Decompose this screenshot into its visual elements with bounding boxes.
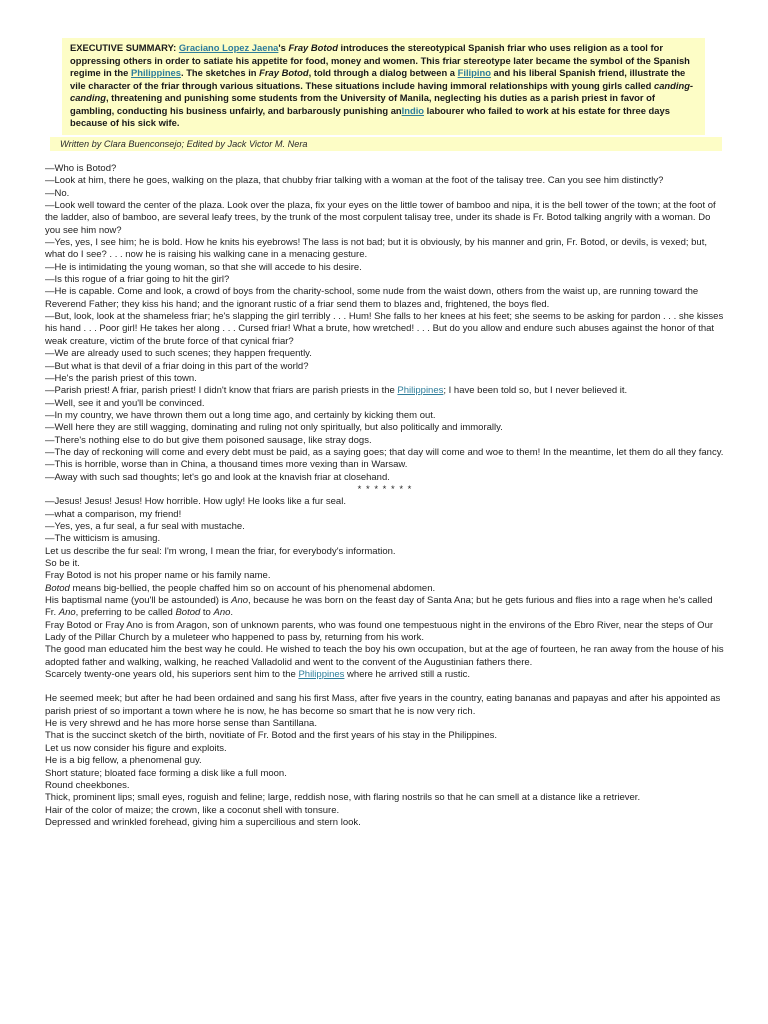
- paragraph: —We are already used to such scenes; they happen frequently.: [45, 348, 312, 360]
- text-span: means big-bellied, the people chaffed him so on account of his phenomenal abdomen.: [72, 582, 436, 594]
- summary-text-6: labourer who failed to work at his estate for three days because of his sick wife.: [70, 104, 670, 128]
- filipino-link[interactable]: Filipino: [457, 67, 491, 78]
- byline: Written by Clara Buenconsejo; Edited by Jack Victor M. Nera: [50, 137, 722, 151]
- paragraph: —Is this rogue of a friar going to hit the girl?: [45, 274, 230, 286]
- text-span: Scarcely twenty-one years old, his superiors sent him to the: [45, 669, 296, 681]
- summary-possessive: 's: [278, 42, 286, 53]
- paragraph: —But what is that devil of a friar doing in this part of the world?: [45, 360, 309, 372]
- paragraph: He is a big fellow, a phenomenal guy.: [45, 755, 202, 767]
- paragraph: —what a comparison, my friend!: [45, 508, 182, 520]
- italic-term: Ano: [58, 607, 76, 619]
- text-span: , preferring to be called: [75, 607, 173, 619]
- paragraph: Fray Botod is not his proper name or his family name.: [45, 570, 271, 582]
- summary-title-2: Fray Botod: [259, 67, 309, 78]
- paragraph: Short stature; bloated face forming a disk like a full moon.: [45, 767, 287, 779]
- paragraph: [45, 669, 725, 681]
- italic-term: Ano: [213, 607, 231, 619]
- paragraph: Hair of the color of maize; the crown, like a coconut shell with tonsure.: [45, 804, 340, 816]
- paragraph: —Yes, yes, a fur seal, a fur seal with mustache.: [45, 520, 245, 532]
- text-span: where he arrived still a rustic.: [347, 669, 471, 681]
- paragraph: Fray Botod or Fray Ano is from Aragon, son of unknown parents, who was found one tempestuous night in the environs of the Ebro River, near the steps of Our Lady of the Pillar Church by a muleteer who happened to pass by, returning from his work.: [45, 619, 714, 644]
- italic-term: Botod: [45, 582, 70, 594]
- paragraph: —Well here they are still wagging, dominating and ruling not only spiritually, but also politically and immorally.: [45, 422, 503, 434]
- paragraph: —There's nothing else to do but give them poisoned sausage, like stray dogs.: [45, 434, 372, 446]
- executive-summary: [62, 38, 705, 135]
- indio-link[interactable]: Indio: [401, 104, 425, 116]
- paragraph: —Yes, yes, I see him; he is bold. How he knits his eyebrows! The lass is not bad; but it is obviously, by his manner and grin, Fr. Botod, or devils, is vexed; but, what do I see? . . . now he is raising his walking cane in a menacing gesture.: [45, 237, 707, 261]
- paragraph: —This is horrible, worse than in China, a thousand times more vexing than in Warsaw.: [45, 459, 408, 471]
- section-divider: * * * * * * *: [357, 483, 413, 495]
- paragraph: The good man educated him the best way he could. He wished to teach the boy his own occupation, but at the age of fourteen, he ran away from the house of his adopted father and walking, walking, he reached Valladolid and went to the convent of the Augustinian fathers there.: [45, 644, 724, 668]
- text-span: to: [202, 607, 211, 619]
- paragraph: So be it.: [45, 558, 80, 569]
- italic-term: Botod: [175, 607, 201, 619]
- paragraph: —Well, see it and you'll be convinced.: [45, 397, 205, 409]
- italic-term: Ano: [231, 595, 249, 607]
- paragraph: Round cheekbones.: [45, 779, 130, 791]
- paragraph: —Look well toward the center of the plaza. Look over the plaza, fix your eyes on the little tower of bamboo and nipa, it is the bell tower of the town; at the foot of the ladder, also of bamboo, are several leafy trees, by the trunk of the most corpulent talisay tree, under its shade is Fr. Botod talking angrily with a woman. Do you see him now?: [45, 200, 716, 236]
- summary-title: Fray Botod: [288, 42, 338, 53]
- paragraph: Let us describe the fur seal: I'm wrong, I mean the friar, for everybody's information.: [45, 545, 396, 557]
- author-link[interactable]: Graciano Lopez Jaena: [178, 42, 279, 53]
- summary-text-1: introduces the stereotypical Spanish friar who uses religion as a tool for oppressing others in order to satiate his appetite for food, money and women. This friar stereotype later became the symbol of the Spanish regime in the: [70, 42, 690, 78]
- paragraph: —He's the parish priest of this town.: [45, 372, 197, 384]
- text-span: ; I have been told so, but I never believed it.: [443, 385, 628, 397]
- paragraph: [45, 595, 725, 620]
- paragraph: Let us now consider his figure and exploits.: [45, 742, 227, 754]
- text-span: —Parish priest! A friar, parish priest! I didn't know that friars are parish priests in the: [45, 385, 395, 397]
- paragraph: He seemed meek; but after he had been ordained and sang his first Mass, after five years in the country, eating bananas and papayas and after his appointed as parish priest of so important a town where he is now, he has become so smart that he is now very rich.: [45, 693, 721, 717]
- paragraph: —Away with such sad thoughts; let's go and look at the knavish friar at closehand.: [45, 471, 390, 483]
- paragraph: —He is capable. Come and look, a crowd of boys from the charity-school, some nude from the waist down, others from the waist up, are running toward the Reverend Father; they kiss his hand; and the ignorant rustic of a friar send them to blazes and, frightened, the boys fled.: [45, 286, 699, 310]
- paragraph: —The witticism is amusing.: [45, 533, 161, 545]
- paragraph: That is the succinct sketch of the birth, novitiate of Fr. Botod and the first years of his stay in the Philippines.: [45, 730, 498, 742]
- summary-text-5: , threatening and punishing some students from the University of Manila, neglecting his duties as a parish priest in favor of gambling, conducting his business unfairly, and barbarously punishing an: [70, 92, 655, 116]
- paragraph: Thick, prominent lips; small eyes, roguish and feline; large, reddish nose, with flaring nostrils so that he can smell at a distance like a retriever.: [45, 792, 641, 804]
- paragraph: —In my country, we have thrown them out a long time ago, and certainly by kicking them out.: [45, 409, 436, 421]
- text-span: .: [230, 607, 234, 619]
- dialog-body: [45, 163, 725, 829]
- summary-label: EXECUTIVE SUMMARY:: [70, 42, 177, 53]
- paragraph: He is very shrewd and he has more horse sense than Santillana.: [45, 718, 317, 730]
- paragraph: —Who is Botod?: [45, 163, 117, 174]
- summary-text-2: . The sketches in: [180, 67, 257, 78]
- text-span: His baptismal name (you'll be astounded) is: [45, 595, 229, 607]
- paragraph: [45, 583, 725, 595]
- summary-canding: canding-canding: [70, 79, 694, 103]
- paragraph: —Look at him, there he goes, walking on the plaza, that chubby friar talking with a woman at the foot of the talisay tree. Can you see him distinctly?: [45, 175, 664, 187]
- philippines-link[interactable]: Philippines: [130, 67, 181, 78]
- paragraph: —The day of reckoning will come and every debt must be paid, as a saying goes; that day will come and woe to them! In the meantime, let them do all they fancy.: [45, 446, 724, 458]
- summary-text-3: , told through a dialog between a: [308, 67, 455, 78]
- summary-text-4: and his liberal Spanish friend, illustrate the vile character of the friar through various situations. These situations include having immoral relationships with young girls called: [70, 67, 686, 91]
- paragraph: —He is intimidating the young woman, so that she will accede to his desire.: [45, 261, 362, 273]
- paragraph: —But, look, look at the shameless friar; he's slapping the girl terribly . . . Hum! She falls to her knees at his feet; she seems to be asking for pardon . . . she kisses his hand . . . Poor girl! He takes her along . . . Cursed friar! What a brute, how wretched! . . . But do you allow and endure such abuses against the honor of that weak creature, victim of the brute force of that cynical friar?: [45, 311, 724, 347]
- paragraph: [45, 385, 725, 397]
- philippines-link[interactable]: Philippines: [298, 669, 345, 681]
- philippines-link[interactable]: Philippines: [397, 385, 444, 397]
- paragraph: Depressed and wrinkled forehead, giving him a supercilious and stern look.: [45, 816, 361, 828]
- paragraph: —No.: [45, 187, 70, 199]
- paragraph: —Jesus! Jesus! Jesus! How horrible. How ugly! He looks like a fur seal.: [45, 496, 346, 508]
- paragraph-gap: [45, 681, 725, 693]
- text-span: , because he was born on the feast day of Santa Ana; but he gets furious and flies into a rage when he's called Fr.: [45, 595, 713, 619]
